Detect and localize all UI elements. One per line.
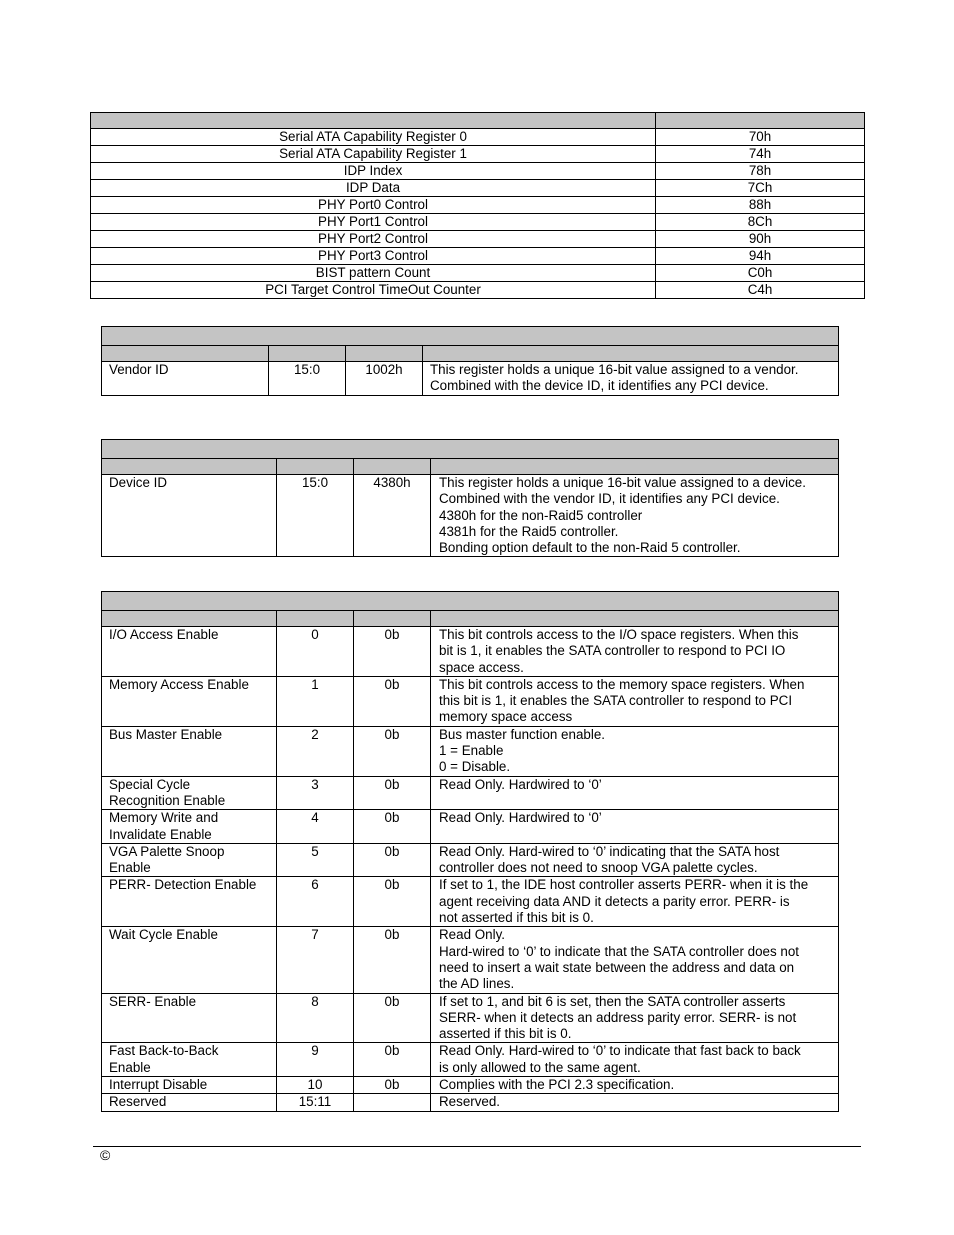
field-name-line: PERR- Detection Enable	[109, 877, 257, 893]
description-line: bit is 1, it enables the SATA controller to respond to PCI IO	[439, 643, 786, 659]
description-line: this bit is 1, it enables the SATA controller to respond to PCI	[439, 693, 793, 709]
field-name	[102, 726, 277, 776]
field-default: 0b	[354, 676, 431, 726]
field-name	[102, 1077, 277, 1094]
field-default: 0b	[354, 627, 431, 677]
table-row	[102, 927, 839, 993]
register-offset: 88h	[656, 197, 865, 214]
summary-header-name	[91, 113, 656, 129]
table-row	[91, 265, 865, 282]
table-row	[102, 843, 839, 877]
field-default: 0b	[354, 1077, 431, 1094]
description-line: Read Only.	[439, 927, 505, 943]
field-bits: 3	[277, 776, 354, 810]
table-row	[102, 627, 839, 677]
field-default: 0b	[354, 993, 431, 1043]
register-name: Serial ATA Capability Register 1	[91, 146, 656, 163]
vendor-id-table	[101, 326, 839, 396]
field-description: This register holds a unique 16-bit value assigned to a vendor. Combined with the device ID, it identifies any PCI device.	[423, 362, 839, 396]
register-offset: 8Ch	[656, 214, 865, 231]
field-default	[354, 1094, 431, 1111]
description-line: not asserted if this bit is 0.	[439, 910, 594, 926]
register-name: IDP Index	[91, 163, 656, 180]
field-name	[102, 843, 277, 877]
table-row	[102, 1077, 839, 1094]
field-description	[431, 627, 839, 677]
command-title-row	[102, 592, 839, 611]
register-offset: C4h	[656, 282, 865, 299]
field-description	[431, 843, 839, 877]
table-row	[102, 810, 839, 844]
field-description	[431, 1094, 839, 1111]
field-name-line: Enable	[109, 860, 151, 876]
field-name-line: Bus Master Enable	[109, 726, 223, 742]
field-bits: 15:11	[277, 1094, 354, 1111]
field-description	[431, 1077, 839, 1094]
description-line: This bit controls access to the I/O space registers. When this	[439, 627, 799, 642]
field-bits: 15:0	[277, 475, 354, 557]
description-line: Read Only. Hardwired to ‘0’	[439, 776, 602, 792]
field-description: This register holds a unique 16-bit value assigned to a device. Combined with the vendor ID, it identifies any PCI device. 4380h for the non-Raid5 controller 4381h for the Raid5 controller. Bonding option default to the non-Raid 5 controller.	[431, 475, 839, 557]
table-row	[102, 1043, 839, 1077]
field-name-line: Recognition Enable	[109, 792, 226, 808]
table-row	[91, 146, 865, 163]
description-line: Reserved.	[439, 1094, 501, 1110]
field-bits: 15:0	[269, 362, 346, 396]
field-name	[102, 1094, 277, 1111]
description-line: Read Only. Hard-wired to ‘0’ indicating that the SATA host	[439, 843, 780, 859]
field-name-line: Reserved	[109, 1094, 167, 1110]
field-bits: 6	[277, 877, 354, 927]
description-line: agent receiving data AND it detects a parity error. PERR- is	[439, 893, 790, 909]
register-summary-table	[90, 112, 865, 299]
footer-rule	[93, 1146, 861, 1147]
table-row	[91, 231, 865, 248]
command-register-table	[101, 591, 839, 1112]
field-name-line: Enable	[109, 1059, 151, 1075]
register-offset: C0h	[656, 265, 865, 282]
field-bits: 8	[277, 993, 354, 1043]
field-description	[431, 927, 839, 993]
field-bits: 1	[277, 676, 354, 726]
description-line: If set to 1, and bit 6 is set, then the SATA controller asserts	[439, 993, 786, 1009]
table-row	[102, 993, 839, 1043]
field-description	[431, 776, 839, 810]
field-name	[102, 927, 277, 993]
description-line: SERR- when it detects an address parity error. SERR- is not	[439, 1009, 797, 1025]
summary-header-row	[91, 113, 865, 129]
field-default: 0b	[354, 776, 431, 810]
field-default: 0b	[354, 810, 431, 844]
register-name: PHY Port1 Control	[91, 214, 656, 231]
description-line: Read Only. Hard-wired to ‘0’ to indicate that fast back to back	[439, 1043, 801, 1059]
field-name	[102, 810, 277, 844]
table-row	[91, 129, 865, 146]
copyright-symbol: ©	[100, 1147, 111, 1163]
table-row	[91, 214, 865, 231]
field-bits: 10	[277, 1077, 354, 1094]
table-row	[91, 180, 865, 197]
field-default: 0b	[354, 726, 431, 776]
field-name: Device ID	[102, 475, 277, 557]
description-line: controller does not need to snoop VGA palette cycles.	[439, 860, 758, 876]
register-offset: 74h	[656, 146, 865, 163]
table-row	[102, 726, 839, 776]
field-description	[431, 810, 839, 844]
field-description	[431, 726, 839, 776]
field-name-line: Fast Back-to-Back	[109, 1043, 219, 1059]
description-line: Complies with the PCI 2.3 specification.	[439, 1077, 675, 1093]
table-row	[91, 163, 865, 180]
description-line: 1 = Enable	[439, 743, 504, 759]
table-row	[102, 475, 839, 557]
field-bits: 9	[277, 1043, 354, 1077]
field-name-line: Invalidate Enable	[109, 826, 212, 842]
register-offset: 94h	[656, 248, 865, 265]
register-offset: 78h	[656, 163, 865, 180]
description-line: If set to 1, the IDE host controller asserts PERR- when it is the	[439, 877, 809, 893]
field-name	[102, 877, 277, 927]
description-line: the AD lines.	[439, 976, 515, 992]
register-name: Serial ATA Capability Register 0	[91, 129, 656, 146]
table-row	[102, 1094, 839, 1111]
register-name: IDP Data	[91, 180, 656, 197]
field-default: 0b	[354, 877, 431, 927]
field-name-line: I/O Access Enable	[109, 627, 219, 642]
register-name: PCI Target Control TimeOut Counter	[91, 282, 656, 299]
description-line: Bus master function enable.	[439, 726, 605, 742]
register-offset: 7Ch	[656, 180, 865, 197]
field-default: 0b	[354, 843, 431, 877]
description-line: need to insert a wait state between the address and data on	[439, 959, 795, 975]
table-row	[102, 676, 839, 726]
device-id-table	[101, 439, 839, 557]
command-header-row	[102, 611, 839, 627]
register-name: BIST pattern Count	[91, 265, 656, 282]
field-name-line: Memory Access Enable	[109, 676, 249, 692]
description-line: Read Only. Hardwired to ‘0’	[439, 810, 602, 826]
field-default: 1002h	[346, 362, 423, 396]
field-bits: 5	[277, 843, 354, 877]
field-name-line: VGA Palette Snoop	[109, 843, 225, 859]
field-name	[102, 676, 277, 726]
table-row	[91, 197, 865, 214]
table-row	[102, 362, 839, 396]
description-line: This bit controls access to the memory space registers. When	[439, 676, 805, 692]
description-line: space access.	[439, 659, 524, 675]
field-name: Vendor ID	[102, 362, 269, 396]
register-name: PHY Port2 Control	[91, 231, 656, 248]
table-row	[102, 776, 839, 810]
description-line: asserted if this bit is 0.	[439, 1026, 572, 1042]
field-description	[431, 877, 839, 927]
field-name-line: Wait Cycle Enable	[109, 927, 218, 943]
register-name: PHY Port3 Control	[91, 248, 656, 265]
field-bits: 2	[277, 726, 354, 776]
summary-header-offset	[656, 113, 865, 129]
field-bits: 0	[277, 627, 354, 677]
table-row	[91, 282, 865, 299]
field-default: 0b	[354, 1043, 431, 1077]
description-line: 0 = Disable.	[439, 759, 511, 775]
field-description	[431, 676, 839, 726]
field-name-line: SERR- Enable	[109, 993, 197, 1009]
device-title-row	[102, 440, 839, 459]
description-line: is only allowed to the same agent.	[439, 1059, 641, 1075]
field-bits: 7	[277, 927, 354, 993]
field-name	[102, 993, 277, 1043]
field-name-line: Special Cycle	[109, 776, 191, 792]
register-offset: 90h	[656, 231, 865, 248]
table-row	[102, 877, 839, 927]
field-bits: 4	[277, 810, 354, 844]
field-description	[431, 993, 839, 1043]
field-name-line: Interrupt Disable	[109, 1077, 208, 1093]
device-header-row	[102, 459, 839, 475]
field-name	[102, 627, 277, 677]
description-line: Hard-wired to ‘0’ to indicate that the SATA controller does not	[439, 943, 799, 959]
register-offset: 70h	[656, 129, 865, 146]
field-default: 4380h	[354, 475, 431, 557]
description-line: memory space access	[439, 709, 573, 725]
field-name-line: Memory Write and	[109, 810, 219, 826]
field-name	[102, 1043, 277, 1077]
field-description	[431, 1043, 839, 1077]
vendor-title-row	[102, 327, 839, 346]
field-default: 0b	[354, 927, 431, 993]
table-row	[91, 248, 865, 265]
field-name	[102, 776, 277, 810]
vendor-header-row	[102, 346, 839, 362]
register-name: PHY Port0 Control	[91, 197, 656, 214]
